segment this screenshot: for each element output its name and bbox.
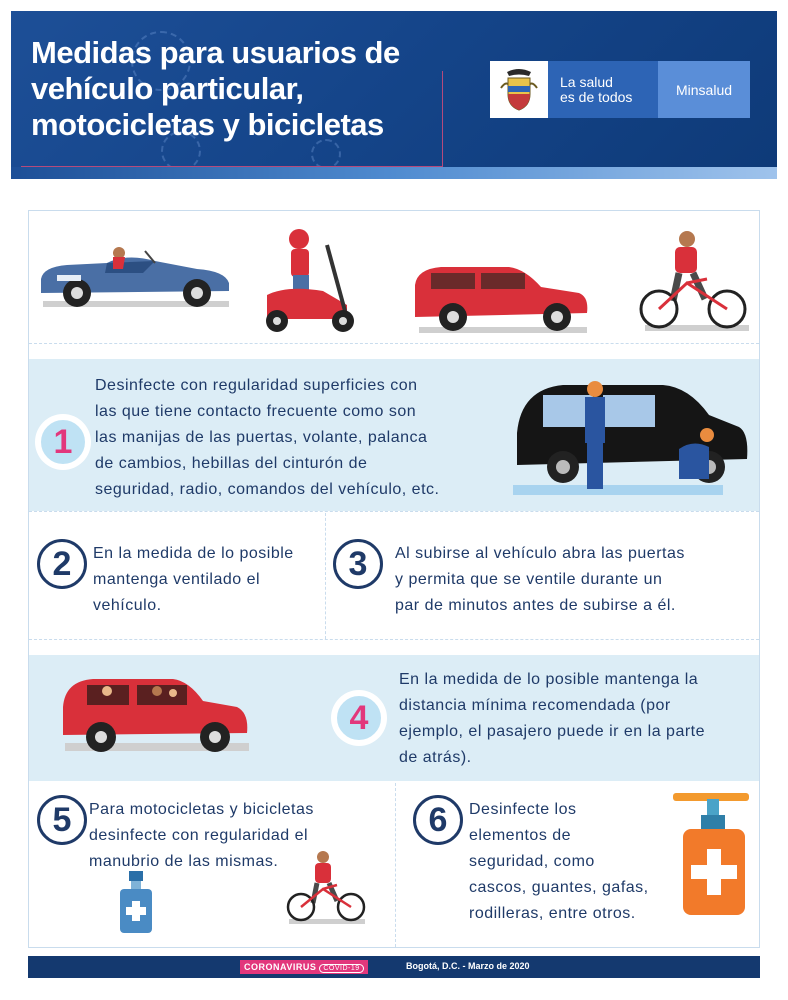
measure-6-number: 6 [413,795,463,845]
divider [29,639,759,640]
divider [325,513,326,639]
coat-of-arms-icon [490,61,548,118]
measure-5-number: 5 [37,795,87,845]
sanitizer-dispenser-icon [673,791,753,917]
footer-date: Bogotá, D.C. - Marzo de 2020 [406,961,530,971]
header-underline [11,167,777,179]
measure-3-text: Al subirse al vehículo abra las puertas y permita que se ventile durante un par de minutos antes de subirse a él. [395,545,685,614]
divider [29,511,759,512]
measure-5-text: Para motocicletas y bicicletas desinfecte con regularidad el manubrio de las mismas. [89,801,314,870]
ministry-logo [490,61,750,118]
cyclist-small-icon [285,849,367,927]
scooter-rider-icon [257,225,361,335]
measure-2-text: En la medida de lo posible mantenga ventilado el vehículo. [93,545,294,614]
footer-bar [28,956,760,978]
family-car-icon [57,671,251,759]
header-banner [11,11,777,179]
cleaning-workers-van-icon [503,369,751,501]
measure-4-text: En la medida de lo posible mantenga la distancia mínima recomendada (por ejemplo, el pasajero puede ir en la parte de atrás). [399,671,706,766]
measures-panel [28,210,760,948]
red-hatchback-icon [411,261,591,339]
measure-6-text: Desinfecte los elementos de seguridad, como cascos, guantes, gafas, rodilleras, entre otros. [469,801,649,922]
convertible-car-icon [37,239,233,313]
coronavirus-badge: CORONAVIRUS COVID-19 [240,960,368,974]
measure-1-text: Desinfecte con regularidad superficies con las que tiene contacto frecuente como son las manijas de las puertas, volante, palanca de cambios, hebillas del cinturón de seguridad, radio, comandos del vehículo, etc. [95,377,440,498]
measure-1-number: 1 [38,417,88,467]
measure-3-number: 3 [333,539,383,589]
ministry-name: Minsalud [658,61,750,118]
spray-bottle-icon [117,871,155,935]
slogan: La salud es de todos [548,61,658,118]
measure-4-number: 4 [334,693,384,743]
cyclist-icon [637,229,749,335]
divider [395,783,396,947]
measure-2-number: 2 [37,539,87,589]
vehicles-row [29,211,759,344]
page-title: Medidas para usuarios de vehículo particular, motocicletas y bicicletas [31,35,400,142]
